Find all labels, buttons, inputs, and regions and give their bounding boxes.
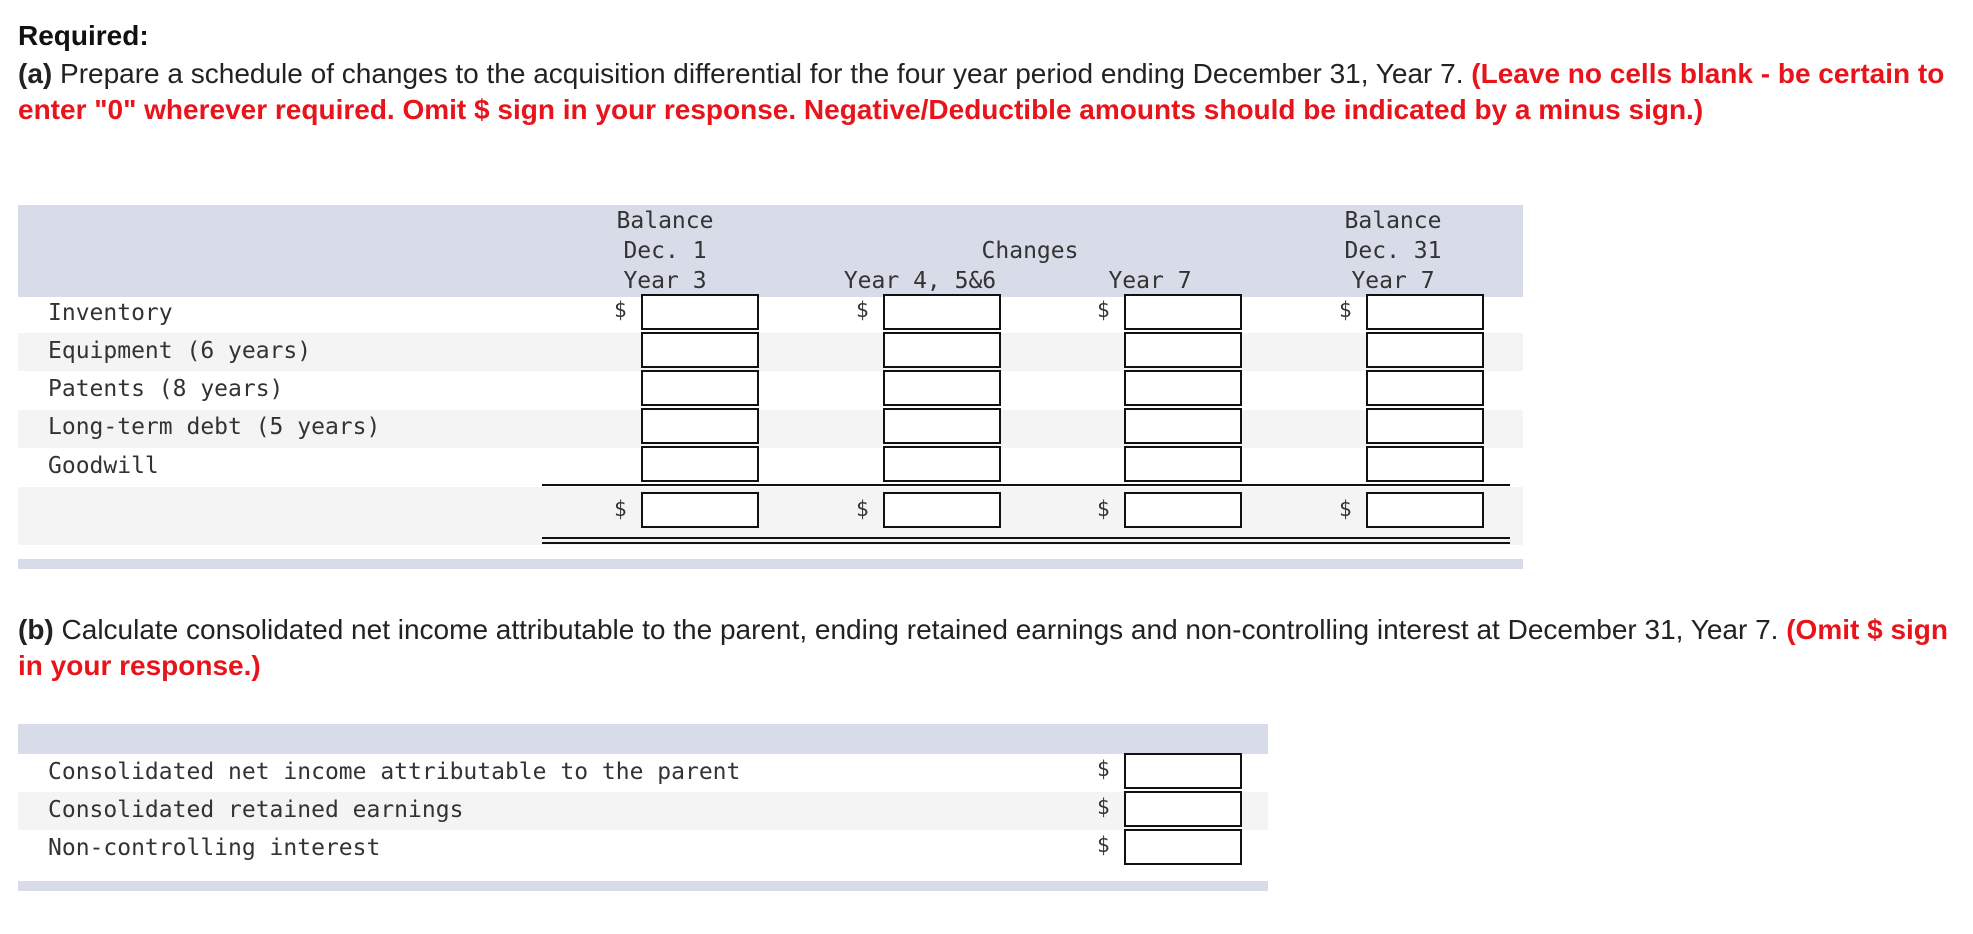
header-year-7: Year 7: [1108, 268, 1192, 294]
double-underline-rule: [542, 537, 1510, 539]
input-goodwill-changes-456[interactable]: [883, 446, 1001, 482]
input-patents-changes-456[interactable]: [883, 370, 1001, 406]
row-label-patents: Patents (8 years): [48, 376, 284, 402]
header-line: Dec. 31: [1344, 238, 1442, 264]
header-line: Balance: [1344, 208, 1442, 234]
input-inventory-balance-year7[interactable]: [1366, 294, 1484, 330]
input-debt-balance-year3[interactable]: [641, 408, 759, 444]
row-label-goodwill: Goodwill: [48, 453, 159, 479]
part-a-label: (a): [18, 58, 53, 89]
part-a-instruction: (Leave no cells blank - be certain to enter "0" wherever required. Omit $ sign in your response. Negative/Deductible amounts should be indicated by a minus sign.): [18, 58, 1945, 125]
part-b-text: Calculate consolidated net income attributable to the parent, ending retained earnings and non-controlling interest at December 31, Year 7.: [53, 614, 1787, 645]
table-a-header-band: [18, 205, 1523, 297]
input-debt-changes-year7[interactable]: [1124, 408, 1242, 444]
input-goodwill-balance-year7[interactable]: [1366, 446, 1484, 482]
input-equipment-changes-456[interactable]: [883, 332, 1001, 368]
input-patents-balance-year7[interactable]: [1366, 370, 1484, 406]
input-debt-changes-456[interactable]: [883, 408, 1001, 444]
dollar-sign: $: [1339, 497, 1352, 521]
subtotal-rule: [542, 484, 1510, 486]
label-consolidated-retained-earnings: Consolidated retained earnings: [48, 797, 464, 823]
part-a-instructions: [18, 56, 1958, 128]
input-equipment-balance-year7[interactable]: [1366, 332, 1484, 368]
double-underline-rule: [542, 542, 1510, 544]
header-balance-dec31-year7: [1318, 206, 1468, 296]
dollar-sign: $: [1097, 497, 1110, 521]
input-patents-changes-year7[interactable]: [1124, 370, 1242, 406]
input-goodwill-changes-year7[interactable]: [1124, 446, 1242, 482]
input-inventory-changes-456[interactable]: [883, 294, 1001, 330]
input-goodwill-balance-year3[interactable]: [641, 446, 759, 482]
header-line: Dec. 1: [623, 238, 707, 264]
header-line: Balance: [616, 208, 714, 234]
dollar-sign: $: [856, 497, 869, 521]
dollar-sign: $: [1097, 757, 1110, 781]
input-equipment-balance-year3[interactable]: [641, 332, 759, 368]
dollar-sign: $: [1097, 795, 1110, 819]
part-b-label: (b): [18, 614, 54, 645]
input-total-balance-year7[interactable]: [1366, 492, 1484, 528]
dollar-sign: $: [614, 298, 627, 322]
table-a-footer-band: [18, 559, 1523, 569]
row-label-long-term-debt: Long-term debt (5 years): [48, 414, 381, 440]
header-year-456: Year 4, 5&6: [843, 268, 997, 294]
input-debt-balance-year7[interactable]: [1366, 408, 1484, 444]
input-equipment-changes-year7[interactable]: [1124, 332, 1242, 368]
label-consolidated-net-income: Consolidated net income attributable to the parent: [48, 759, 741, 785]
header-balance-dec1-year3: [590, 206, 740, 296]
dollar-sign: $: [1097, 298, 1110, 322]
dollar-sign: $: [1097, 833, 1110, 857]
input-patents-balance-year3[interactable]: [641, 370, 759, 406]
input-total-changes-456[interactable]: [883, 492, 1001, 528]
dollar-sign: $: [1339, 298, 1352, 322]
part-b-instruction: (Omit $ sign in your response.): [18, 614, 1949, 681]
table-b-header-band: [18, 724, 1268, 754]
input-consolidated-net-income[interactable]: [1124, 753, 1242, 789]
row-label-inventory: Inventory: [48, 300, 173, 326]
table-b-footer-band: [18, 881, 1268, 891]
input-inventory-balance-year3[interactable]: [641, 294, 759, 330]
input-inventory-changes-year7[interactable]: [1124, 294, 1242, 330]
row-label-equipment: Equipment (6 years): [48, 338, 312, 364]
dollar-sign: $: [856, 298, 869, 322]
header-line: Year 7: [1351, 268, 1435, 294]
dollar-sign: $: [614, 497, 627, 521]
part-a-text: Prepare a schedule of changes to the acquisition differential for the four year period ending December 31, Year 7.: [52, 58, 1472, 89]
input-consolidated-retained-earnings[interactable]: [1124, 791, 1242, 827]
header-line: Year 3: [623, 268, 707, 294]
header-changes: Changes: [981, 238, 1079, 264]
input-non-controlling-interest[interactable]: [1124, 829, 1242, 865]
input-total-changes-year7[interactable]: [1124, 492, 1242, 528]
input-total-balance-year3[interactable]: [641, 492, 759, 528]
required-heading: Required:: [18, 20, 149, 51]
part-b-instructions: [18, 612, 1958, 684]
label-non-controlling-interest: Non-controlling interest: [48, 835, 381, 861]
